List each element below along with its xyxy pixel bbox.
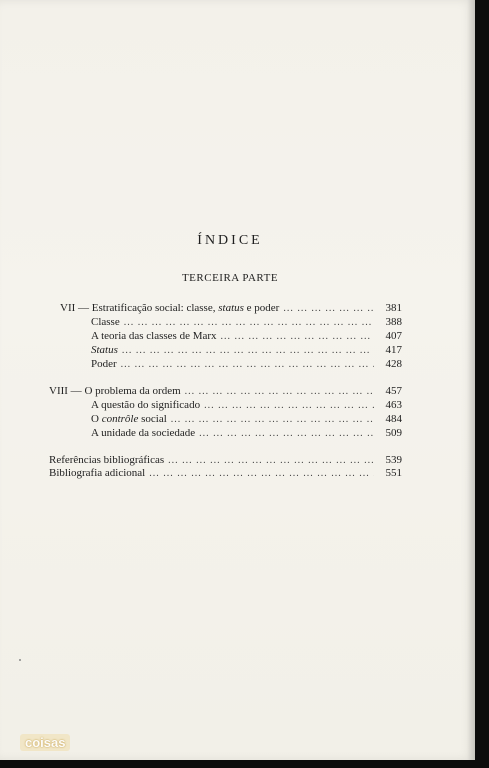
leader-dots [221, 330, 374, 343]
toc-entry [91, 358, 402, 371]
entry-label: A teoria das classes de Marx [91, 330, 217, 342]
leader-dots [199, 427, 374, 440]
entry-label: A questão do significado [91, 399, 201, 411]
leader-dots [204, 399, 374, 412]
toc-entry-chapter-vii [60, 302, 402, 315]
entry-label-suffix: social [141, 413, 167, 425]
page-number: 407 [385, 330, 402, 342]
entry-label-italic: contrôle [101, 413, 139, 425]
entry-label: Referências bibliográficas [49, 454, 165, 466]
page-number: 457 [385, 385, 402, 397]
toc-entry [91, 399, 402, 412]
entry-label: Poder [91, 358, 117, 370]
entry-label-prefix: O [91, 413, 99, 425]
toc-entry-references [49, 454, 402, 467]
chapter-title-italic: status [218, 302, 244, 314]
watermark-logo: coisas [20, 734, 70, 751]
page-number: 381 [385, 302, 402, 314]
leader-dots [121, 358, 374, 371]
chapter-title-prefix: Estratificação social: classe, [91, 302, 216, 314]
leader-dots [149, 467, 374, 480]
chapter-title: O problema da ordem [84, 385, 181, 397]
page-number: 484 [385, 413, 402, 425]
toc-entry [91, 330, 402, 343]
entry-label: A unidade da sociedade [91, 427, 196, 439]
page-number: 509 [385, 427, 402, 439]
leader-dots [171, 413, 374, 426]
toc-entry [91, 344, 402, 357]
leader-dots [122, 344, 374, 357]
page-number: 417 [385, 344, 402, 356]
page-number: 539 [385, 454, 402, 466]
entry-label: Classe [91, 316, 120, 328]
leader-dots [124, 316, 374, 329]
page-number: 428 [385, 358, 402, 370]
paper-speck [19, 659, 21, 661]
leader-dots [185, 385, 374, 398]
toc-entry-additional-bibliography [49, 467, 402, 480]
section-heading: TERCEIRA PARTE [181, 272, 279, 284]
page-number: 463 [385, 399, 402, 411]
chapter-numeral: VII — [60, 302, 90, 314]
leader-dots [168, 454, 374, 467]
entry-label: Status [91, 344, 118, 356]
toc-entry [91, 427, 402, 440]
leader-dots [283, 302, 374, 315]
index-title: ÍNDICE [197, 233, 263, 248]
toc-entry [91, 413, 402, 426]
entry-label: Bibliografia adicional [49, 467, 146, 479]
chapter-title-suffix: e poder [246, 302, 280, 314]
page-number: 551 [385, 467, 402, 479]
chapter-numeral: VIII — [49, 385, 82, 397]
toc-entry-chapter-viii [49, 385, 402, 398]
toc-entry [91, 316, 402, 329]
page-number: 388 [385, 316, 402, 328]
